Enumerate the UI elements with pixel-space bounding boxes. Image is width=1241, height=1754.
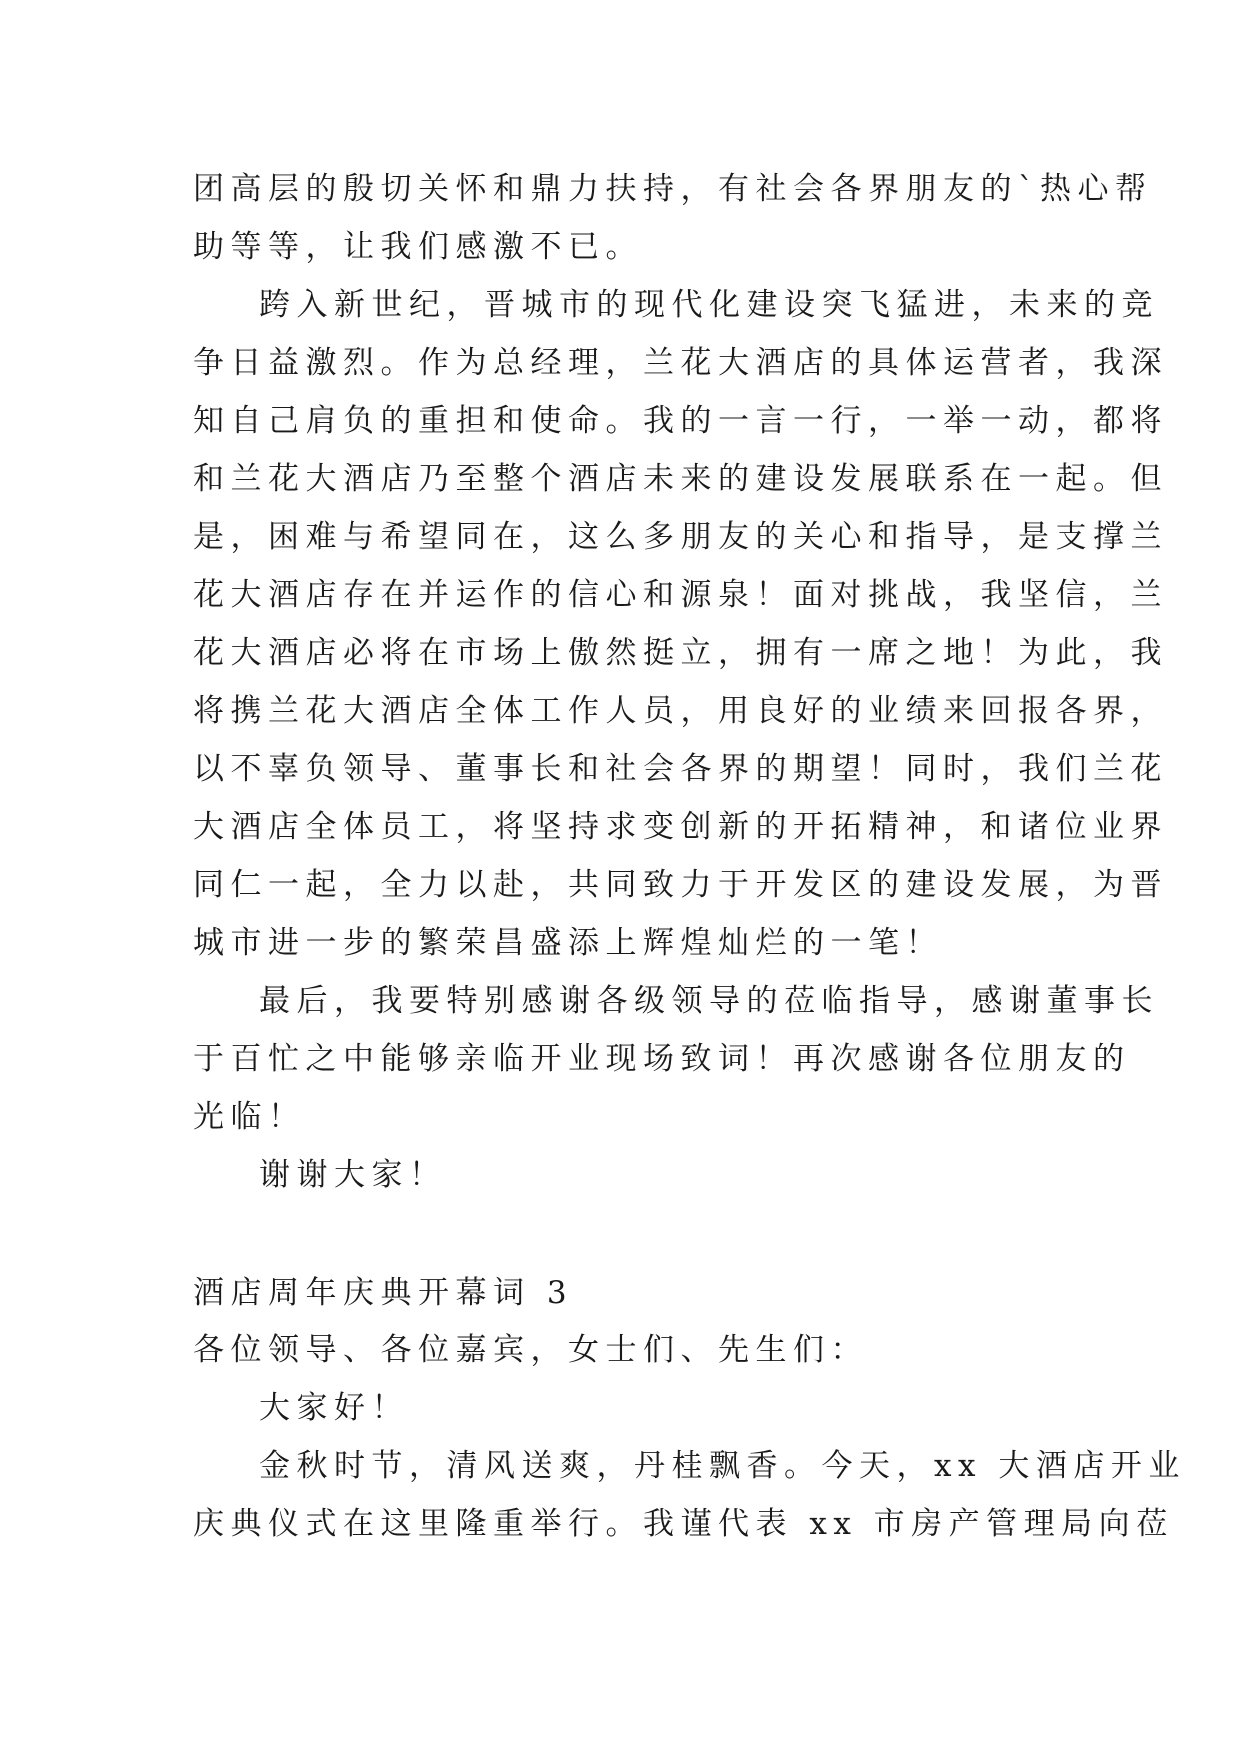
paragraph-line: 城市进一步的繁荣昌盛添上辉煌灿烂的一笔！: [193, 925, 943, 961]
paragraph-line: 争日益激烈。作为总经理，兰花大酒店的具体运营者，我深: [193, 345, 1168, 381]
document-body: [193, 160, 1186, 1553]
paragraph-line: 团高层的殷切关怀和鼎力扶持，有社会各界朋友的`热心帮: [193, 171, 1153, 207]
paragraph-line: 知自己肩负的重担和使命。我的一言一行，一举一动，都将: [193, 403, 1168, 439]
paragraph-line: 最后，我要特别感谢各级领导的莅临指导，感谢董事长: [259, 983, 1159, 1019]
paragraph-line: 大酒店全体员工，将坚持求变创新的开拓精神，和诸位业界: [193, 809, 1168, 845]
paragraph-line: 将携兰花大酒店全体工作人员，用良好的业绩来回报各界，: [193, 693, 1168, 729]
paragraph-line: 金秋时节，清风送爽，丹桂飘香。今天，xx 大酒店开业: [259, 1448, 1186, 1484]
paragraph-line: 光临！: [193, 1099, 306, 1135]
paragraph-line: 于百忙之中能够亲临开业现场致词！再次感谢各位朋友的: [193, 1041, 1131, 1077]
paragraph-line: 花大酒店必将在市场上傲然挺立，拥有一席之地！为此，我: [193, 635, 1168, 671]
paragraph-line: 和兰花大酒店乃至整个酒店未来的建设发展联系在一起。但: [193, 461, 1168, 497]
greeting-line: 大家好！: [259, 1390, 409, 1426]
section-title: 酒店周年庆典开幕词 3: [193, 1275, 574, 1311]
paragraph-line: 同仁一起，全力以赴，共同致力于开发区的建设发展，为晋: [193, 867, 1168, 903]
paragraph-line: 跨入新世纪，晋城市的现代化建设突飞猛进，未来的竞: [259, 287, 1159, 323]
paragraph-line: 花大酒店存在并运作的信心和源泉！面对挑战，我坚信，兰: [193, 577, 1168, 613]
paragraph-line: 庆典仪式在这里隆重举行。我谨代表 xx 市房产管理局向莅: [193, 1506, 1174, 1542]
closing-line: 谢谢大家！: [259, 1157, 447, 1193]
paragraph-line: 是，困难与希望同在，这么多朋友的关心和指导，是支撑兰: [193, 519, 1168, 555]
salutation-line: 各位领导、各位嘉宾，女士们、先生们：: [193, 1332, 868, 1368]
blank-spacer: [193, 1204, 1053, 1266]
paragraph-line: 以不辜负领导、董事长和社会各界的期望！同时，我们兰花: [193, 751, 1168, 787]
paragraph-line: 助等等，让我们感激不已。: [193, 229, 643, 265]
